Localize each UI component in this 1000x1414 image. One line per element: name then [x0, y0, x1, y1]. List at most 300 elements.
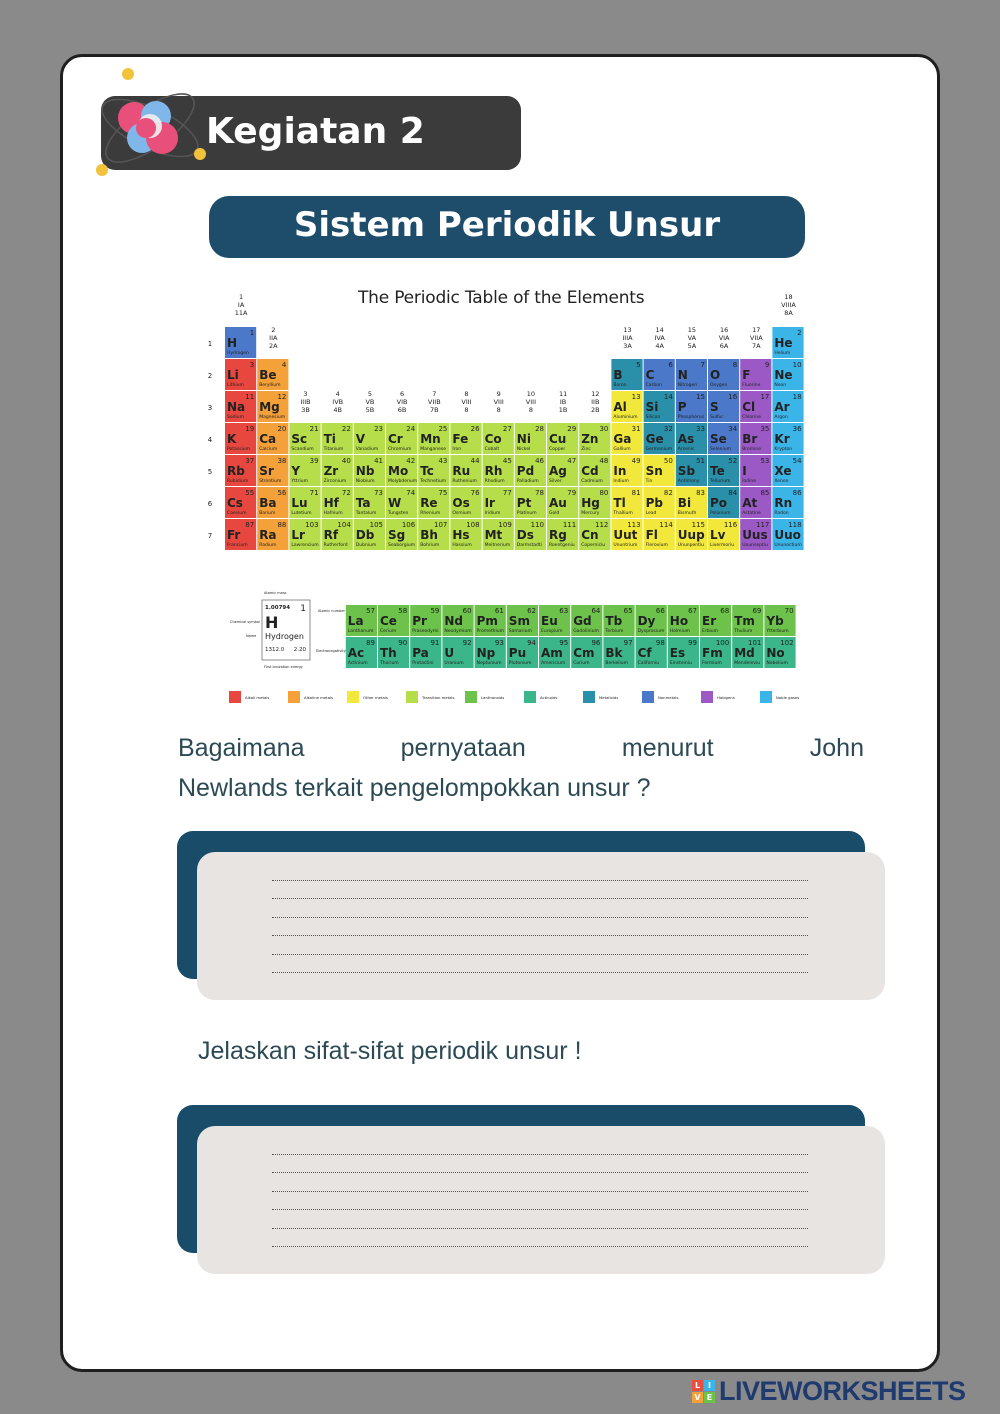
element-name: Neon — [774, 383, 787, 388]
element-symbol: Br — [742, 432, 758, 446]
key-ionization: 1312.0 — [265, 647, 285, 653]
element-number: 58 — [398, 607, 408, 615]
element-symbol: Tm — [734, 614, 755, 628]
element-number: 25 — [438, 425, 448, 433]
element-name: Phosphorus — [677, 415, 704, 420]
element-symbol: Uup — [677, 528, 705, 542]
group-label: IVB — [332, 398, 344, 406]
answer-line[interactable] — [272, 917, 808, 918]
element-name: Cobalt — [484, 447, 500, 452]
key-atomic-number: 1 — [300, 604, 306, 614]
element-name: Tantalum — [355, 511, 377, 516]
element-number: 62 — [527, 607, 536, 615]
element-number: 6 — [668, 361, 673, 369]
element-symbol: Te — [710, 464, 725, 478]
element-number: 85 — [760, 489, 770, 497]
element-number: 5 — [636, 361, 641, 369]
answer-line[interactable] — [272, 1246, 808, 1247]
element-symbol: Dy — [637, 614, 656, 628]
group-label: IA — [237, 301, 245, 309]
element-symbol: Md — [734, 646, 755, 660]
logo-letter: V — [692, 1392, 703, 1403]
legend-swatch — [406, 691, 418, 703]
answer-line[interactable] — [272, 1228, 808, 1229]
element-name: Niobium — [355, 479, 375, 484]
element-name: Samarium — [508, 629, 532, 634]
element-number: 93 — [494, 639, 504, 647]
element-name: Lawrencium — [291, 543, 319, 548]
element-name: Ununtrium — [613, 543, 638, 548]
element-name: Ununoctium — [774, 543, 802, 548]
element-number: 96 — [591, 639, 601, 647]
element-name: Tin — [645, 479, 653, 484]
element-name: Strontium — [259, 479, 282, 484]
element-name: Bohrium — [420, 543, 440, 548]
element-symbol: Gd — [573, 614, 592, 628]
logo-letter: I — [704, 1380, 715, 1391]
element-number: 36 — [792, 425, 802, 433]
element-symbol: Lv — [710, 528, 726, 542]
element-symbol: Li — [227, 368, 239, 382]
element-number: 115 — [691, 521, 705, 529]
element-symbol: H — [227, 336, 238, 350]
element-symbol: Re — [420, 496, 438, 510]
element-name: Chlorine — [742, 415, 761, 420]
element-name: Antimony — [677, 479, 700, 484]
question-1-line-1 — [178, 728, 864, 768]
group-label: VIIB — [427, 398, 441, 406]
element-number: 81 — [631, 489, 641, 497]
element-symbol: He — [774, 336, 793, 350]
element-number: 35 — [760, 425, 770, 433]
element-number: 95 — [559, 639, 569, 647]
legend-label: Transition metals — [422, 695, 455, 700]
element-name: Indium — [613, 479, 629, 484]
element-symbol: Pu — [508, 646, 527, 660]
element-number: 99 — [688, 639, 697, 647]
element-number: 12 — [277, 393, 287, 401]
element-number: 76 — [470, 489, 480, 497]
element-number: 48 — [599, 457, 609, 465]
element-name: Rubidium — [227, 479, 249, 484]
group-label: VIIIA — [781, 301, 796, 309]
element-number: 22 — [341, 425, 351, 433]
legend-swatch — [701, 691, 713, 703]
legend-label: Actinoids — [540, 695, 558, 700]
answer-line[interactable] — [272, 935, 808, 936]
element-symbol: Cl — [742, 400, 756, 414]
element-name: Holmium — [669, 629, 691, 634]
answer-box-2[interactable] — [197, 1126, 885, 1274]
element-name: Sodium — [227, 415, 244, 420]
liveworksheets-brand: LIVEWORKSHEETS — [719, 1375, 966, 1406]
element-name: Beryllium — [259, 383, 281, 388]
element-symbol: Pt — [516, 496, 532, 510]
element-symbol: No — [766, 646, 785, 660]
element-name: Barium — [259, 511, 276, 516]
element-number: 66 — [655, 607, 665, 615]
group-label: 6A — [719, 342, 729, 350]
element-number: 3 — [249, 361, 255, 369]
element-symbol: Am — [541, 646, 563, 660]
element-symbol: Sn — [645, 464, 663, 478]
element-number: 116 — [723, 521, 738, 529]
element-number: 43 — [438, 457, 448, 465]
element-symbol: Os — [452, 496, 470, 510]
element-name: Osmium — [452, 511, 472, 516]
element-name: Plutonium — [508, 661, 532, 666]
element-number: 107 — [434, 521, 448, 529]
element-number: 79 — [567, 489, 577, 497]
element-number: 52 — [728, 457, 738, 465]
element-name: Rhodium — [484, 479, 505, 484]
element-symbol: Ru — [452, 464, 471, 478]
element-symbol: Db — [355, 528, 375, 542]
element-name: Americium — [541, 661, 566, 666]
group-label: VIII — [493, 398, 504, 406]
periodic-table-title: The Periodic Table of the Elements — [358, 288, 645, 308]
element-symbol: W — [388, 496, 402, 510]
element-symbol: Eu — [541, 614, 558, 628]
group-label: VB — [365, 398, 375, 406]
element-symbol: V — [355, 432, 366, 446]
element-name: Actinium — [347, 661, 368, 666]
element-symbol: Kr — [774, 432, 790, 446]
element-symbol: Sr — [259, 464, 274, 478]
element-symbol: Cr — [388, 432, 403, 446]
question-1-word: John — [809, 734, 864, 762]
element-name: Einsteiniu — [669, 661, 692, 666]
element-name: Lutetium — [291, 511, 312, 516]
key-electronegativity: 2.20 — [293, 647, 306, 653]
element-number: 65 — [623, 607, 633, 615]
element-number: 89 — [366, 639, 375, 647]
element-symbol: Ta — [355, 496, 371, 510]
element-symbol: Al — [613, 400, 627, 414]
answer-line[interactable] — [272, 1191, 808, 1192]
element-symbol: Cu — [549, 432, 567, 446]
element-number: 103 — [305, 521, 319, 529]
element-symbol: Co — [484, 432, 502, 446]
element-name: Aluminium — [613, 415, 638, 420]
element-name: Xenon — [774, 479, 789, 484]
element-number: 71 — [309, 489, 319, 497]
element-name: Ruthenium — [452, 479, 477, 484]
element-name: Lanthanum — [347, 629, 374, 634]
element-number: 106 — [401, 521, 416, 529]
element-number: 67 — [688, 607, 697, 615]
element-name: Technetium — [420, 479, 447, 484]
element-name: Gold — [549, 511, 560, 516]
element-number: 30 — [599, 425, 609, 433]
element-symbol: Mn — [420, 432, 441, 446]
legend-label: Other metals — [363, 695, 388, 700]
answer-line[interactable] — [272, 972, 808, 973]
group-label: 8 — [496, 406, 501, 414]
element-symbol: Ac — [347, 646, 365, 660]
element-symbol: B — [613, 368, 623, 382]
element-name: Meitnerium — [484, 543, 511, 548]
element-number: 56 — [277, 489, 287, 497]
period-label: 7 — [207, 532, 213, 540]
element-symbol: Pr — [412, 614, 427, 628]
element-symbol: Ds — [516, 528, 534, 542]
answer-box-1[interactable] — [197, 852, 885, 1000]
legend-swatch — [465, 691, 477, 703]
group-label: 2 — [271, 326, 276, 334]
legend-swatch — [347, 691, 359, 703]
element-name: Mendeleviu — [734, 661, 761, 666]
group-label: 7B — [429, 406, 439, 414]
group-label: VIII — [461, 398, 472, 406]
element-number: 109 — [498, 521, 512, 529]
element-symbol: La — [347, 614, 364, 628]
liveworksheets-logo-icon — [692, 1380, 715, 1403]
element-name: Thallium — [613, 511, 633, 516]
element-symbol: Au — [549, 496, 567, 510]
element-name: Europium — [541, 629, 563, 634]
element-name: Zinc — [581, 447, 591, 452]
element-symbol: Ir — [484, 496, 495, 510]
legend-label: Alkaline metals — [304, 695, 334, 700]
element-name: Californiu — [637, 661, 660, 666]
element-number: 18 — [792, 393, 802, 401]
group-label: VIA — [718, 334, 730, 342]
element-number: 33 — [696, 425, 705, 433]
element-symbol: Cm — [573, 646, 595, 660]
element-symbol: Ag — [549, 464, 567, 478]
group-label: 8 — [528, 406, 533, 414]
element-number: 37 — [245, 457, 255, 465]
group-label: IIA — [269, 334, 278, 342]
group-label: VIII — [525, 398, 537, 406]
key-atomic-mass: 1.00794 — [265, 605, 291, 611]
element-symbol: Mg — [259, 400, 280, 414]
legend-swatch — [288, 691, 300, 703]
element-symbol: Pm — [476, 614, 498, 628]
element-symbol: S — [710, 400, 719, 414]
key-label: Electronegativity — [316, 649, 346, 653]
element-number: 117 — [756, 521, 770, 529]
element-symbol: C — [645, 368, 655, 382]
element-symbol: Na — [227, 400, 246, 414]
element-symbol: Sc — [291, 432, 308, 446]
element-number: 101 — [748, 639, 762, 647]
element-name: Tellurium — [710, 479, 731, 484]
element-name: Molybdenum — [388, 479, 418, 484]
element-symbol: Pd — [516, 464, 535, 478]
element-name: Mercury — [581, 511, 600, 516]
element-number: 73 — [374, 489, 383, 497]
element-number: 14 — [663, 393, 673, 401]
key-symbol: H — [265, 613, 279, 632]
element-number: 64 — [591, 607, 601, 615]
element-number: 54 — [792, 457, 802, 465]
element-name: Arsenic — [677, 447, 695, 452]
element-number: 10 — [792, 361, 802, 369]
element-number: 34 — [728, 425, 738, 433]
element-symbol: U — [444, 646, 455, 660]
element-number: 15 — [696, 393, 705, 401]
element-symbol: Tb — [605, 614, 623, 628]
element-symbol: Ne — [774, 368, 793, 382]
element-number: 98 — [655, 639, 665, 647]
element-symbol: O — [710, 368, 721, 382]
element-number: 90 — [398, 639, 408, 647]
element-symbol: Np — [476, 646, 496, 660]
element-symbol: Zn — [581, 432, 599, 446]
question-1-word: menurut — [621, 734, 714, 762]
group-label: 15 — [687, 326, 697, 334]
element-number: 75 — [438, 489, 448, 497]
element-symbol: Hg — [581, 496, 600, 510]
element-name: Curium — [573, 661, 590, 666]
liveworksheets-logo[interactable] — [692, 1376, 966, 1406]
element-name: Rhenium — [420, 511, 441, 516]
group-label: 6B — [397, 406, 407, 414]
element-number: 42 — [406, 457, 416, 465]
element-symbol: Fl — [645, 528, 658, 542]
element-name: Flerovium — [645, 543, 668, 548]
element-number: 82 — [663, 489, 673, 497]
element-number: 28 — [535, 425, 544, 433]
element-number: 102 — [780, 639, 794, 647]
answer-line[interactable] — [272, 1154, 808, 1155]
answer-line[interactable] — [272, 1172, 808, 1173]
element-number: 38 — [277, 457, 287, 465]
element-name: Palladium — [516, 479, 539, 484]
group-label: VIIA — [749, 334, 763, 342]
element-name: Nobelium — [766, 661, 788, 666]
element-name: Oxygen — [710, 383, 728, 388]
element-name: Thulium — [734, 629, 753, 634]
element-name: Gadolinium — [573, 629, 599, 634]
key-label: Chemical symbol — [230, 620, 260, 624]
answer-line[interactable] — [272, 954, 808, 955]
element-name: Promethium — [476, 629, 505, 634]
group-label: 5A — [687, 342, 697, 350]
group-label: 7A — [752, 342, 761, 350]
element-number: 111 — [562, 521, 577, 529]
element-number: 112 — [595, 521, 609, 529]
element-number: 49 — [631, 457, 641, 465]
group-label: 12 — [591, 390, 600, 398]
element-symbol: Bi — [677, 496, 692, 510]
element-name: Manganese — [420, 447, 447, 452]
group-label: 8A — [784, 309, 793, 317]
legend-swatch — [229, 691, 241, 703]
group-label: 3 — [303, 390, 308, 398]
answer-line[interactable] — [272, 1209, 808, 1210]
group-label: IVA — [654, 334, 665, 342]
element-number: 24 — [406, 425, 416, 433]
element-name: Iridium — [484, 511, 501, 516]
element-number: 57 — [366, 607, 375, 615]
group-label: 13 — [623, 326, 632, 334]
element-symbol: Tl — [613, 496, 626, 510]
period-label: 6 — [207, 500, 213, 508]
element-number: 45 — [502, 457, 512, 465]
element-symbol: Fm — [702, 646, 723, 660]
element-symbol: Se — [710, 432, 727, 446]
periodic-table-figure — [200, 285, 812, 700]
period-label: 4 — [207, 436, 213, 444]
element-name: Coperniciu — [581, 543, 606, 548]
element-symbol: Zr — [323, 464, 339, 478]
element-symbol: Es — [669, 646, 686, 660]
element-name: Vanadium — [355, 447, 379, 452]
legend-swatch — [524, 691, 536, 703]
element-number: 61 — [494, 607, 504, 615]
element-number: 11 — [245, 393, 255, 401]
legend-label: Lanthanoids — [481, 695, 505, 700]
element-symbol: Pb — [645, 496, 663, 510]
element-symbol: Ce — [380, 614, 397, 628]
group-label: 3B — [301, 406, 310, 414]
element-name: Platinum — [516, 511, 537, 516]
element-number: 2 — [797, 329, 802, 337]
element-symbol: At — [742, 496, 758, 510]
group-label: 7 — [432, 390, 437, 398]
element-number: 39 — [309, 457, 319, 465]
element-symbol: Rn — [774, 496, 793, 510]
group-label: 3A — [623, 342, 632, 350]
element-symbol: Bk — [605, 646, 623, 660]
element-number: 9 — [764, 361, 770, 369]
legend-label: Nonmetals — [658, 695, 679, 700]
group-label: IIB — [591, 398, 600, 406]
group-label: IIIA — [622, 334, 633, 342]
element-symbol: Rb — [227, 464, 245, 478]
legend-swatch — [583, 691, 595, 703]
element-name: Erbium — [702, 629, 719, 634]
key-label: Atomic number — [318, 609, 345, 613]
element-number: 53 — [760, 457, 770, 465]
group-label: 8 — [464, 406, 469, 414]
element-name: Seaborgium — [388, 543, 416, 548]
element-name: Bromine — [742, 447, 762, 452]
answer-line[interactable] — [272, 880, 808, 881]
element-symbol: Ca — [259, 432, 277, 446]
period-label: 5 — [207, 468, 213, 476]
group-label: 18 — [784, 293, 793, 301]
legend-label: Halogens — [717, 695, 735, 700]
element-number: 46 — [535, 457, 544, 465]
element-symbol: Be — [259, 368, 277, 382]
element-symbol: Ni — [516, 432, 531, 446]
element-number: 51 — [696, 457, 705, 465]
element-name: Cerium — [380, 629, 397, 634]
element-name: Selenium — [710, 447, 731, 452]
element-symbol: Y — [291, 464, 301, 478]
element-number: 32 — [663, 425, 673, 433]
element-symbol: Mo — [388, 464, 409, 478]
element-number: 77 — [502, 489, 512, 497]
element-number: 47 — [567, 457, 577, 465]
legend-label: Alkali metals — [245, 695, 270, 700]
element-symbol: Lr — [291, 528, 305, 542]
element-symbol: P — [677, 400, 687, 414]
answer-line[interactable] — [272, 898, 808, 899]
element-symbol: Fe — [452, 432, 469, 446]
element-name: Chromium — [388, 447, 412, 452]
element-name: Silver — [549, 479, 562, 484]
element-name: Rutherford — [323, 543, 348, 548]
element-name: Cadmium — [581, 479, 603, 484]
element-number: 31 — [631, 425, 641, 433]
group-label: VIB — [396, 398, 408, 406]
legend-label: Noble gases — [776, 695, 800, 700]
